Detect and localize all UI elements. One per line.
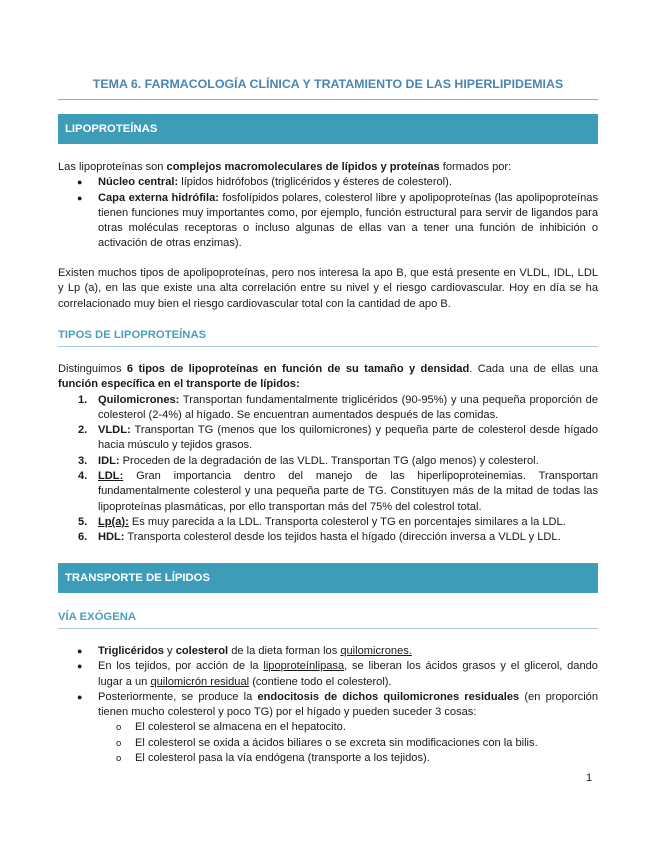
bullet-icon: ● bbox=[77, 691, 83, 702]
list-item: 5. Lp(a): Es muy parecida a la LDL. Transporta colesterol y TG en porcentajes similares a la LDL. bbox=[78, 515, 566, 528]
item-term: Quilomicrones: bbox=[98, 393, 180, 406]
bullet-icon: ● bbox=[77, 192, 83, 203]
bullet-icon: ● bbox=[77, 646, 83, 656]
list-item: 3. IDL: Proceden de la degradación de las VLDL. Transportan TG (algo menos) y colesterol. bbox=[78, 454, 539, 467]
list-item: ● Triglicéridos y colesterol de la dieta forman los quilomicrones. bbox=[58, 644, 598, 659]
tipos-intro: Distinguimos 6 tipos de lipoproteínas en función de su tamaño y densidad. Cada una de ellas una función específica en el transporte de lípidos: bbox=[58, 363, 598, 391]
section-banner-lipoproteinas: LIPOPROTEÍNAS bbox=[58, 114, 598, 144]
subheading-divider bbox=[58, 346, 598, 347]
tipos-body bbox=[58, 362, 598, 546]
sub-list-item: o El colesterol pasa la vía endógena (transporte a los tejidos). bbox=[58, 751, 598, 766]
bullet-icon: ● bbox=[77, 661, 83, 672]
list-item: 6. HDL: Transporta colesterol desde los tejidos hasta el hígado (dirección inversa a VLDL y LDL. bbox=[78, 531, 561, 544]
item-term: IDL: bbox=[98, 454, 120, 467]
bullet-icon: ● bbox=[77, 177, 83, 188]
via-exogena-bullets bbox=[58, 644, 598, 720]
section-banner-transporte: TRANSPORTE DE LÍPIDOS bbox=[58, 563, 598, 593]
sub-list-item: o El colesterol se oxida a ácidos biliares o se excreta sin modificaciones con la bilis. bbox=[58, 736, 598, 751]
subheading-via-exogena: VÍA EXÓGENA bbox=[58, 611, 137, 623]
circle-bullet-icon: o bbox=[116, 722, 122, 734]
list-item: ● En los tejidos, por acción de la lipoproteínlipasa, se liberan los ácidos grasos y el glicerol, dando lugar a un quilomicrón residual (contiene todo el colesterol). bbox=[77, 660, 598, 688]
apo-b-paragraph: Existen muchos tipos de apolipoproteínas, pero nos interesa la apo B, que está presente en VLDL, IDL, LDL y Lp (a), en las que existe una alta correlación entre su nivel y el riesgo cardiovascular. Hoy en día se ha correlacionado muy bien el riesgo cardiovascular total con la cantidad de apo B. bbox=[58, 267, 598, 310]
page-number: 1 bbox=[586, 772, 593, 784]
subheading-tipos: TIPOS DE LIPOPROTEÍNAS bbox=[58, 329, 207, 341]
list-item: ● Núcleo central: lípidos hidrófobos (triglicéridos y ésteres de colesterol). bbox=[58, 175, 598, 190]
item-term: HDL: bbox=[98, 531, 125, 544]
title-divider bbox=[58, 99, 598, 100]
item-term: LDL: bbox=[98, 470, 124, 483]
document-title: TEMA 6. FARMACOLOGÍA CLÍNICA Y TRATAMIENTO DE LAS HIPERLIPIDEMIAS bbox=[92, 77, 564, 91]
list-item: ● Capa externa hidrófila: fosfolípidos polares, colesterol libre y apolipoproteínas (las apolipoproteínas tienen funciones muy importantes como, por ejemplo, función estructural para servir de ligandos para otras moléculas receptoras o incluso algunas de ellas van a tener una función de inhibición o activación de otras enzimas). bbox=[77, 191, 598, 250]
lipoproteinas-intro: Las lipoproteínas son complejos macromoleculares de lípidos y proteínas formados por: bbox=[58, 161, 512, 173]
list-item: ● Posteriormente, se produce la endocitosis de dichos quilomicrones residuales (en proporción tienen mucho colesterol y poco TG) por el hígado y pueden suceder 3 cosas: bbox=[77, 690, 599, 719]
circle-bullet-icon: o bbox=[116, 737, 122, 749]
sub-list-item: o El colesterol se almacena en el hepatocito. bbox=[58, 720, 598, 735]
tipos-list bbox=[58, 393, 598, 546]
item-term: Lp(a): bbox=[98, 515, 129, 528]
item-term: VLDL: bbox=[98, 424, 131, 437]
lipoproteinas-bullets bbox=[58, 175, 598, 251]
circle-bullet-icon: o bbox=[116, 753, 122, 765]
list-item: 4. LDL: Gran importancia dentro del manejo de las hiperlipoproteinemias. Transportan fundamentalmente colesterol y una pequeña parte de TG. Constituyen más de la mitad de todas las lipoproteínas plasmáticas, por ello transportan más del 75% del colestrol total. bbox=[78, 470, 598, 513]
via-exogena-body bbox=[58, 644, 598, 766]
list-item: 2. VLDL: Transportan TG (menos que los quilomicrones) y pequeña parte de colesterol desde hígado hacia músculo y tejidos grasos. bbox=[78, 424, 598, 452]
lipoproteinas-para2-block bbox=[58, 266, 598, 312]
subheading-divider bbox=[58, 628, 598, 629]
list-item: 1. Quilomicrones: Transportan fundamentalmente triglicéridos (90-95%) y una pequeña proporción de colesterol (2-4%) al hígado. Se encuentran aumentados después de las comidas. bbox=[78, 393, 598, 421]
lipoproteinas-body bbox=[58, 160, 598, 252]
